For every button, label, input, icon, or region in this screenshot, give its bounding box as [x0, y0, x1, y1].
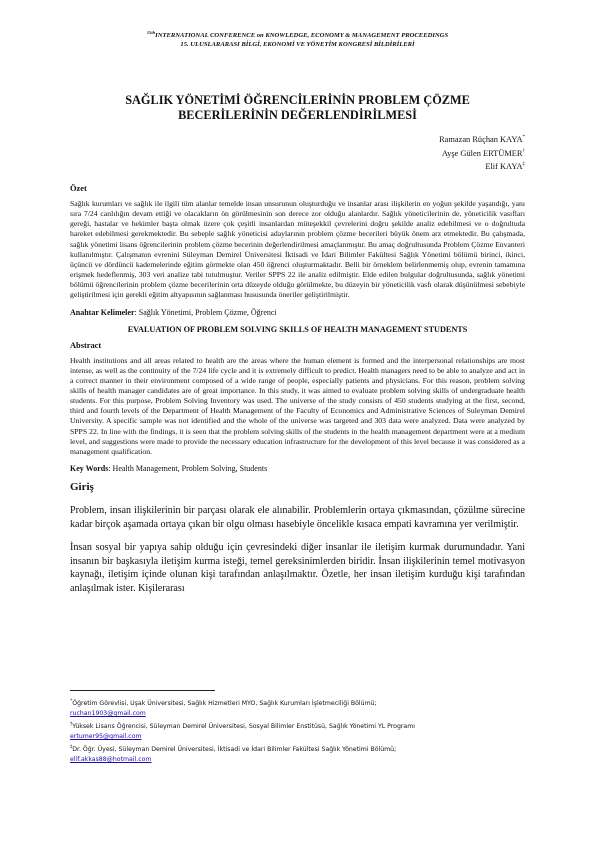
author-2	[70, 146, 525, 160]
author-footnote-mark: *	[522, 135, 525, 141]
paper-title	[70, 93, 525, 123]
footnote-text: Öğretim Görevlisi, Uşak Üniversitesi, Sağlık Hizmetleri MYO, Sağlık Kurumları İşletmeciliği Bölümü;	[72, 700, 377, 708]
footnote-2-email-line	[70, 732, 525, 742]
footnote-3-email-line	[70, 755, 525, 765]
ozet-heading: Özet	[70, 183, 87, 193]
giris-paragraph-1: Problem, insan ilişkilerinin bir parçası olarak ele alınabilir. Problemlerin ortaya çıkmasından, çözülme sürecine kadar birçok aşamada ortaya çıkan bir olgu olması hasebiyle öncelikle kısaca empati kavramına yer verilmiştir.	[70, 505, 525, 530]
footnote-2	[70, 720, 525, 732]
abstract-heading: Abstract	[70, 340, 102, 350]
key-words-label: Key Words	[70, 464, 109, 474]
conference-header	[70, 28, 525, 49]
author-name: Ramazan Rüçhan KAYA	[439, 134, 523, 144]
paper-title-line2: BECERİLERİNİN DEĞERLENDİRİLMESİ	[178, 108, 417, 123]
anahtar-kelimeler-label: Anahtar Kelimeler	[70, 307, 135, 317]
anahtar-kelimeler-text: : Sağlık Yönetimi, Problem Çözme, Öğrenci	[134, 307, 277, 317]
author-1	[70, 132, 525, 146]
author-name: Elif KAYA	[485, 162, 523, 172]
key-words	[70, 463, 525, 474]
author-name: Ayşe Gülen ERTÜMER	[441, 148, 523, 158]
footnote-mark: †	[70, 721, 73, 727]
footnote-1-email-line	[70, 709, 525, 719]
edition-number: 15th	[146, 30, 156, 35]
author-footnote-mark: ‡	[522, 162, 525, 168]
abstract-text: Health institutions and all areas related to health are the areas where the human element is formed and the interpersonal relationships are most intense, as well as the continuity of the 7/24 life cycle and it is extremely difficult to predict. Health managers need to be able to analyze and act in a correct manner in their environment composed of a wide range of people, especially patients and physicians. For this reason, problem solving skills of health manager candidates are of great importance. In this study, it was aimed to evaluate problem solving skills of undergraduate health students. For this purpose, Problem Solving Inventory was used. The universe of the study consists of 450 students studying at the first, second, third and fourth levels of the Department of Health Management of the Faculty of Economics and Administrative Sciences of Suleyman Demirel University. A specific sample was not identified and the whole of the universe was targeted and 303 data were analyzed. Data were analyzed by SPPS 22. In line with the findings, it is seen that the problem solving skills of the students in the health management department were at a medium level, and suggestions were made to provide the necessary education infrastructure for the development of this level because it was considered as a management qualification.	[70, 355, 525, 456]
paper-page	[70, 28, 525, 595]
anahtar-kelimeler	[70, 307, 525, 318]
conference-header-line1	[70, 28, 525, 40]
author-footnote-mark: †	[522, 148, 525, 154]
ozet-text: Sağlık kurumları ve sağlık ile ilgili tüm alanlar temelde insan unsurunun oluşturduğu ve insanlar arası ilişkilerin en yoğun şekilde yaşandığı, yanı sıra 7/24 canlılığın devam ettiği ve olacakların ön görülmesinin son derece zor olduğu alanlardır. Sağlık yöneticilerinin de, yöneticilik vasıfları gereği, hastalar ve hekimler başta olmak üzere çok çeşitli insanlardan müteşekkil çevrelerini doğru şekilde analiz edebilmesi ve o doğrultuda hareket edebilmesi gerekmektedir. Bu sebeple sağlık yöneticisi adaylarının problem çözme becerileri büyük önem arz etmektedir. Bu çalışmada, sağlık yönetimi lisans öğrencilerinin problem çözme becerinin değerlendirilmesi amaçlanmıştır. Bu amaç doğrultusunda Problem Çözme Envanteri kullanılmıştır. Çalışmanın evrenini Süleyman Demirel Üniversitesi İktisadi ve İdari Bilimler Fakültesi Sağlık Yönetimi bölümü birinci, ikinci, üçüncü ve dördüncü kademelerinde eğitim görmekte olan 450 öğrenci oluşturmaktadır. Belli bir örneklem belirlenmemiş olup, evrenin tamamına erişmek hedeflenmiş, 303 veri analize tabi tutulmuştur. Veriler SPPS 22 ile analiz edilmiştir. Elde edilen bulgular doğrultusunda, sağlık yönetimi bölümü öğrencilerinin problem çözme becerilerinin orta düzeyde olduğu görülmekte, bu düzeyin bir yöneticilik vasfı olarak düşünülmesi sebebiyle geliştirilmesi için gerekli eğitim altyapısının sağlanması hususunda öneriler geliştirilmiştir.	[70, 198, 525, 300]
footnotes	[70, 697, 525, 766]
footnote-text: Yüksek Lisans Öğrencisi, Süleyman Demirel Üniversitesi, Sosyal Bilimler Enstitüsü, Sağlık Yönetimi YL Programı	[72, 722, 415, 730]
author-list	[70, 132, 525, 173]
footnote-text: Dr. Öğr. Üyesi, Süleyman Demirel Üniversitesi, İktisadi ve İdari Bilimler Fakültesi Sağlık Yönetimi Bölümü;	[72, 745, 397, 753]
key-words-text: : Health Management, Problem Solving, Students	[108, 464, 268, 474]
footnote-divider	[70, 690, 215, 691]
author-3	[70, 159, 525, 173]
paper-title-line1: SAĞLIK YÖNETİMİ ÖĞRENCİLERİNİN PROBLEM ÇÖZME	[125, 93, 470, 108]
footnote-email-link[interactable]: ruchan1903@gmail.com	[70, 710, 146, 718]
footnote-email-link[interactable]: ertumer95@gmail.com	[70, 733, 142, 741]
footnote-mark: *	[70, 699, 73, 704]
giris-paragraph-2: İnsan sosyal bir yapıya sahip olduğu için çevresindeki diğer insanlar ile iletişim kurmak durumundadır. Yani insanın bir başkasıyla iletişim kurma isteği, temel gereksinimlerden biridir. İnsan ilişkilerinin temel motivasyon kaynağı, iletişim içinde olunan kişi tarafından anlaşılmaktır. Özetle, her insan iletişim kurduğu kişi tarafından anlaşılmak ister. Kişilerarası	[70, 542, 525, 594]
conference-name-tr: 15. ULUSLARARASI BİLGİ, EKONOMİ VE YÖNETİM KONGRESİ BİLDİRİLERİ	[180, 41, 415, 49]
footnote-mark: ‡	[70, 744, 73, 750]
conference-name-en: INTERNATIONAL CONFERENCE on KNOWLEDGE, ECONOMY & MANAGEMENT PROCEEDINGS	[155, 32, 449, 40]
giris-heading: Giriş	[70, 481, 94, 494]
footnote-3	[70, 743, 525, 755]
english-title: EVALUATION OF PROBLEM SOLVING SKILLS OF HEALTH MANAGEMENT STUDENTS	[127, 324, 468, 334]
footnote-1	[70, 697, 525, 709]
footnote-email-link[interactable]: elif.akkas88@hotmail.com	[70, 756, 152, 764]
